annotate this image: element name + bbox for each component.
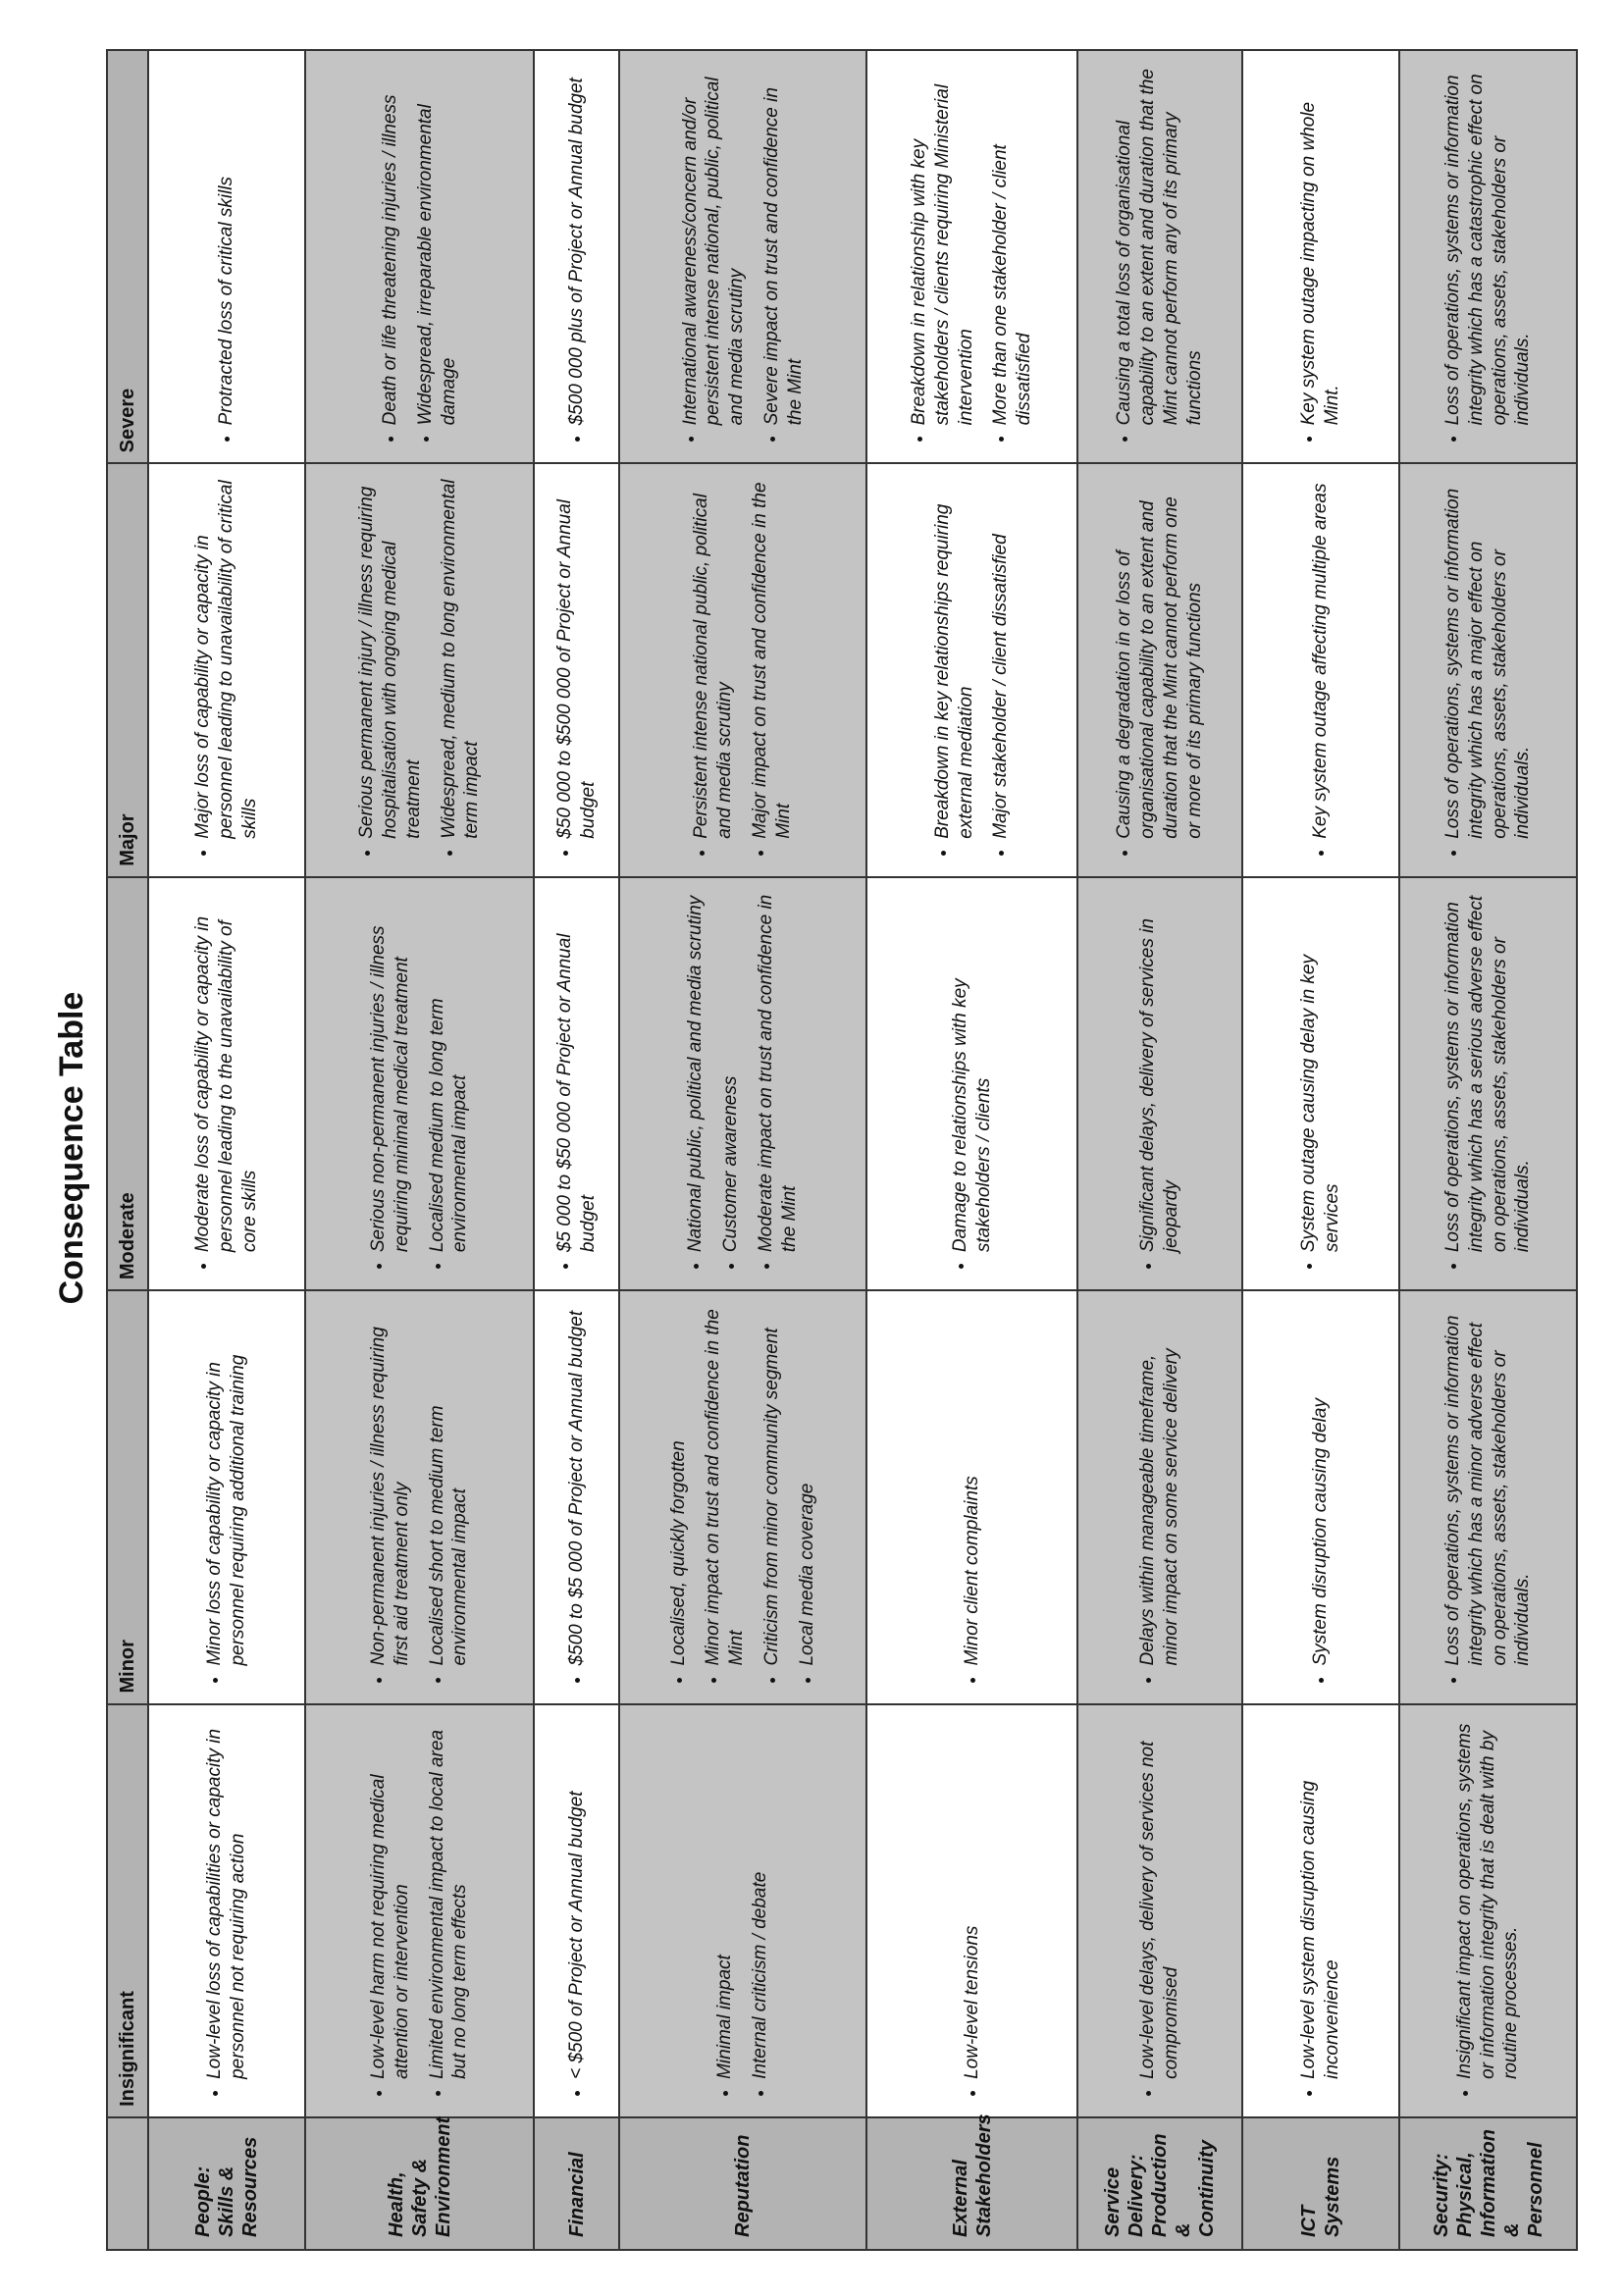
bullet-list [191,890,261,1278]
bullet-item: • Localised medium to long term environmental impact [426,890,473,1252]
bullet-item: • Major stakeholder / client dissatisfied [989,476,1013,838]
table-cell [619,50,866,463]
table-row [1077,50,1242,2250]
table-cell [1077,1704,1242,2117]
table-cell [619,1704,866,2117]
table-cell [866,50,1077,463]
table-cell [619,463,866,876]
bullet-item: • Significant delays, delivery of services in jeopardy [1136,890,1183,1252]
bullet-list [565,63,589,450]
bullet-list [1297,1717,1344,2105]
bullet-item: • System outage causing delay in key services [1297,890,1344,1252]
bullet-item: • Moderate loss of capability or capacity in personnel leading to the unavailability of core skills [191,890,261,1252]
table-cell [866,1290,1077,1703]
table-cell [534,463,618,876]
row-category: External Stakeholders [866,2117,1077,2250]
table-row [534,50,618,2250]
table-cell [1399,1704,1577,2117]
bullet-item: • Loss of operations, systems or information integrity which has a catastrophic effect on operations, assets, stakeholders or individuals. [1441,63,1535,425]
bullet-item: • Internal criticism / debate [749,1717,772,2079]
column-header: Insignificant [107,1704,148,2117]
table-cell [534,1290,618,1703]
bullet-item: • Limited environmental impact to local area but no long term effects [426,1717,473,2079]
bullet-item: • Localised short to medium term environmental impact [426,1303,473,1665]
table-cell [866,1704,1077,2117]
bullet-item: • Minor loss of capability or capacity in personnel requiring additional training [203,1303,250,1665]
consequence-table [106,49,1578,2251]
bullet-item: • Widespread, irreparable environmental damage [414,63,461,425]
bullet-item: • Minor impact on trust and confidence in the Mint [702,1303,749,1665]
bullet-list [679,63,808,450]
bullet-list [355,476,484,863]
bullet-list [379,63,460,450]
column-header: Moderate [107,877,148,1290]
row-category: Financial [534,2117,618,2250]
page-title: Consequence Table [53,991,90,1305]
bullet-list [961,1303,984,1691]
bullet-item: • Severe impact on trust and confidence in the Mint [760,63,808,425]
table-cell [1399,50,1577,463]
bullet-list [1309,1303,1333,1691]
table-row [148,50,305,2250]
row-category: Service Delivery: Production & Continuity [1077,2117,1242,2250]
bullet-item: • Moderate impact on trust and confidence in the Mint [755,890,802,1252]
table-cell [1242,463,1399,876]
table-row [1399,50,1577,2250]
bullet-list [690,476,795,863]
table-row [305,50,535,2250]
bullet-item: • $500 to $5 000 of Project or Annual budget [565,1303,589,1665]
bullet-item: • Breakdown in relationship with key stakeholders / clients requiring Ministerial intervention [908,63,977,425]
table-cell [1077,1290,1242,1703]
bullet-list [367,1303,472,1691]
table-row [1242,50,1399,2250]
bullet-item: • Localised, quickly forgotten [667,1303,691,1665]
row-category: ICT Systems [1242,2117,1399,2250]
table-cell [1242,1704,1399,2117]
header-blank [107,2117,148,2250]
table-cell [619,877,866,1290]
table-cell [619,1290,866,1703]
table-cell [1077,50,1242,463]
bullet-item: • Key system outage impacting on whole Mint. [1297,63,1344,425]
table-cell [305,877,535,1290]
bullet-list [1309,476,1333,863]
bullet-item: • Low-level delays, delivery of services not compromised [1136,1717,1183,2079]
bullet-item: • Minor client complaints [961,1303,984,1665]
bullet-item: • Customer awareness [719,890,743,1252]
table-cell [534,50,618,463]
table-cell [534,877,618,1290]
bullet-list [367,890,472,1278]
column-header: Severe [107,50,148,463]
bullet-item: • Low-level loss of capabilities or capacity in personnel not requiring action [203,1717,250,2079]
bullet-list [1113,476,1206,863]
bullet-list [565,1303,589,1691]
bullet-item: • More than one stakeholder / client dissatisfied [989,63,1036,425]
bullet-item: • Major loss of capability or capacity in personnel leading to unavailability of critical skills [191,476,261,838]
table-cell [866,877,1077,1290]
row-category: Security: Physical, Information & Personnel [1399,2117,1577,2250]
column-header: Major [107,463,148,876]
bullet-item: • Local media coverage [796,1303,819,1665]
bullet-item: • $500 000 plus of Project or Annual budget [565,63,589,425]
table-cell [1399,463,1577,876]
bullet-list [215,63,238,450]
bullet-list [949,890,996,1278]
bullet-item: • Delays within manageable timeframe, minor impact on some service delivery [1136,1303,1183,1665]
row-category: People: Skills & Resources [148,2117,305,2250]
table-body [148,50,1577,2250]
bullet-list [1297,63,1344,450]
bullet-item: • Widespread, medium to long environmental term impact [438,476,485,838]
bullet-item: • Criticism from minor community segment [760,1303,784,1665]
bullet-list [1441,476,1535,863]
bullet-list [1441,63,1535,450]
bullet-item: • International awareness/concern and/or persistent intense national, public, political and media scrutiny [679,63,749,425]
bullet-item: • Death or life threatening injuries / illness [379,63,402,425]
column-header: Minor [107,1290,148,1703]
table-cell [305,463,535,876]
bullet-item: • Damage to relationships with key stakeholders / clients [949,890,996,1252]
bullet-item: • Low-level system disruption causing inconvenience [1297,1717,1344,2079]
header-row [107,50,148,2250]
bullet-item: • Key system outage affecting multiple areas [1309,476,1333,838]
table-row [866,50,1077,2250]
bullet-list [713,1717,772,2105]
bullet-item: • Minimal impact [713,1717,737,2079]
table-row [619,50,866,2250]
bullet-item: • < $500 of Project or Annual budget [565,1717,589,2079]
bullet-item: • Serious non-permanent injuries / illness requiring minimal medical treatment [367,890,414,1252]
table-cell [305,1704,535,2117]
bullet-list [1136,1303,1183,1691]
bullet-list [203,1717,250,2105]
bullet-item: • Low-level tensions [961,1717,984,2079]
table-cell [1399,877,1577,1290]
bullet-item: • Loss of operations, systems or information integrity which has a serious adverse effect on operations, assets, stakeholders or individuals. [1441,890,1535,1252]
row-category: Reputation [619,2117,866,2250]
bullet-item: • Loss of operations, systems or information integrity which has a major effect on operations, assets, stakeholders or individuals. [1441,476,1535,838]
bullet-item: • System disruption causing delay [1309,1303,1333,1665]
table-cell [1399,1290,1577,1703]
bullet-item: • $50 000 to $500 000 of Project or Annual budget [553,476,601,838]
table-cell [534,1704,618,2117]
row-category: Health, Safety & Environment [305,2117,535,2250]
bullet-list [203,1303,250,1691]
table-cell [148,877,305,1290]
bullet-item: • Causing a degradation in or loss of organisational capability to an extent and duration that the Mint cannot perform one or more of its primary functions [1113,476,1206,838]
bullet-item: • Serious permanent injury / illness requiring hospitalisation with ongoing medical treatment [355,476,425,838]
table-cell [305,1290,535,1703]
bullet-item: • Protracted loss of critical skills [215,63,238,425]
bullet-list [1441,890,1535,1278]
table-cell [148,50,305,463]
bullet-list [931,476,1013,863]
bullet-item: • National public, political and media scrutiny [684,890,707,1252]
bullet-list [1453,1717,1523,2105]
bullet-item: • Low-level harm not requiring medical attention or intervention [367,1717,414,2079]
table-cell [148,1290,305,1703]
table-cell [1077,463,1242,876]
table-cell [148,1704,305,2117]
table-cell [1242,877,1399,1290]
table-cell [866,463,1077,876]
bullet-item: • Loss of operations, systems or information integrity which has a minor adverse effect on operations, assets, stakeholders or individuals. [1441,1303,1535,1665]
table-cell [305,50,535,463]
bullet-list [191,476,261,863]
bullet-list [1136,1717,1183,2105]
bullet-item: • Major impact on trust and confidence in the Mint [749,476,796,838]
bullet-list [553,476,601,863]
bullet-list [1297,890,1344,1278]
table-cell [1077,877,1242,1290]
bullet-item: • Causing a total loss of organisational capability to an extent and duration that the Mint cannot perform any of its primary functions [1113,63,1206,425]
bullet-item: • Persistent intense national public, political and media scrutiny [690,476,737,838]
bullet-list [667,1303,819,1691]
bullet-list [367,1717,472,2105]
bullet-list [1113,63,1206,450]
bullet-list [961,1717,984,2105]
bullet-item: • $5 000 to $50 000 of Project or Annual budget [553,890,601,1252]
bullet-list [684,890,801,1278]
bullet-list [1441,1303,1535,1691]
bullet-list [553,890,601,1278]
table-cell [1242,50,1399,463]
table-cell [1242,1290,1399,1703]
bullet-list [908,63,1036,450]
bullet-item: • Non-permanent injuries / illness requiring first aid treatment only [367,1303,414,1665]
bullet-item: • Insignificant impact on operations, systems or information integrity that is dealt with by routine processes. [1453,1717,1523,2079]
bullet-list [565,1717,589,2105]
bullet-list [1136,890,1183,1278]
table-cell [148,463,305,876]
bullet-item: • Breakdown in key relationships requiring external mediation [931,476,978,838]
